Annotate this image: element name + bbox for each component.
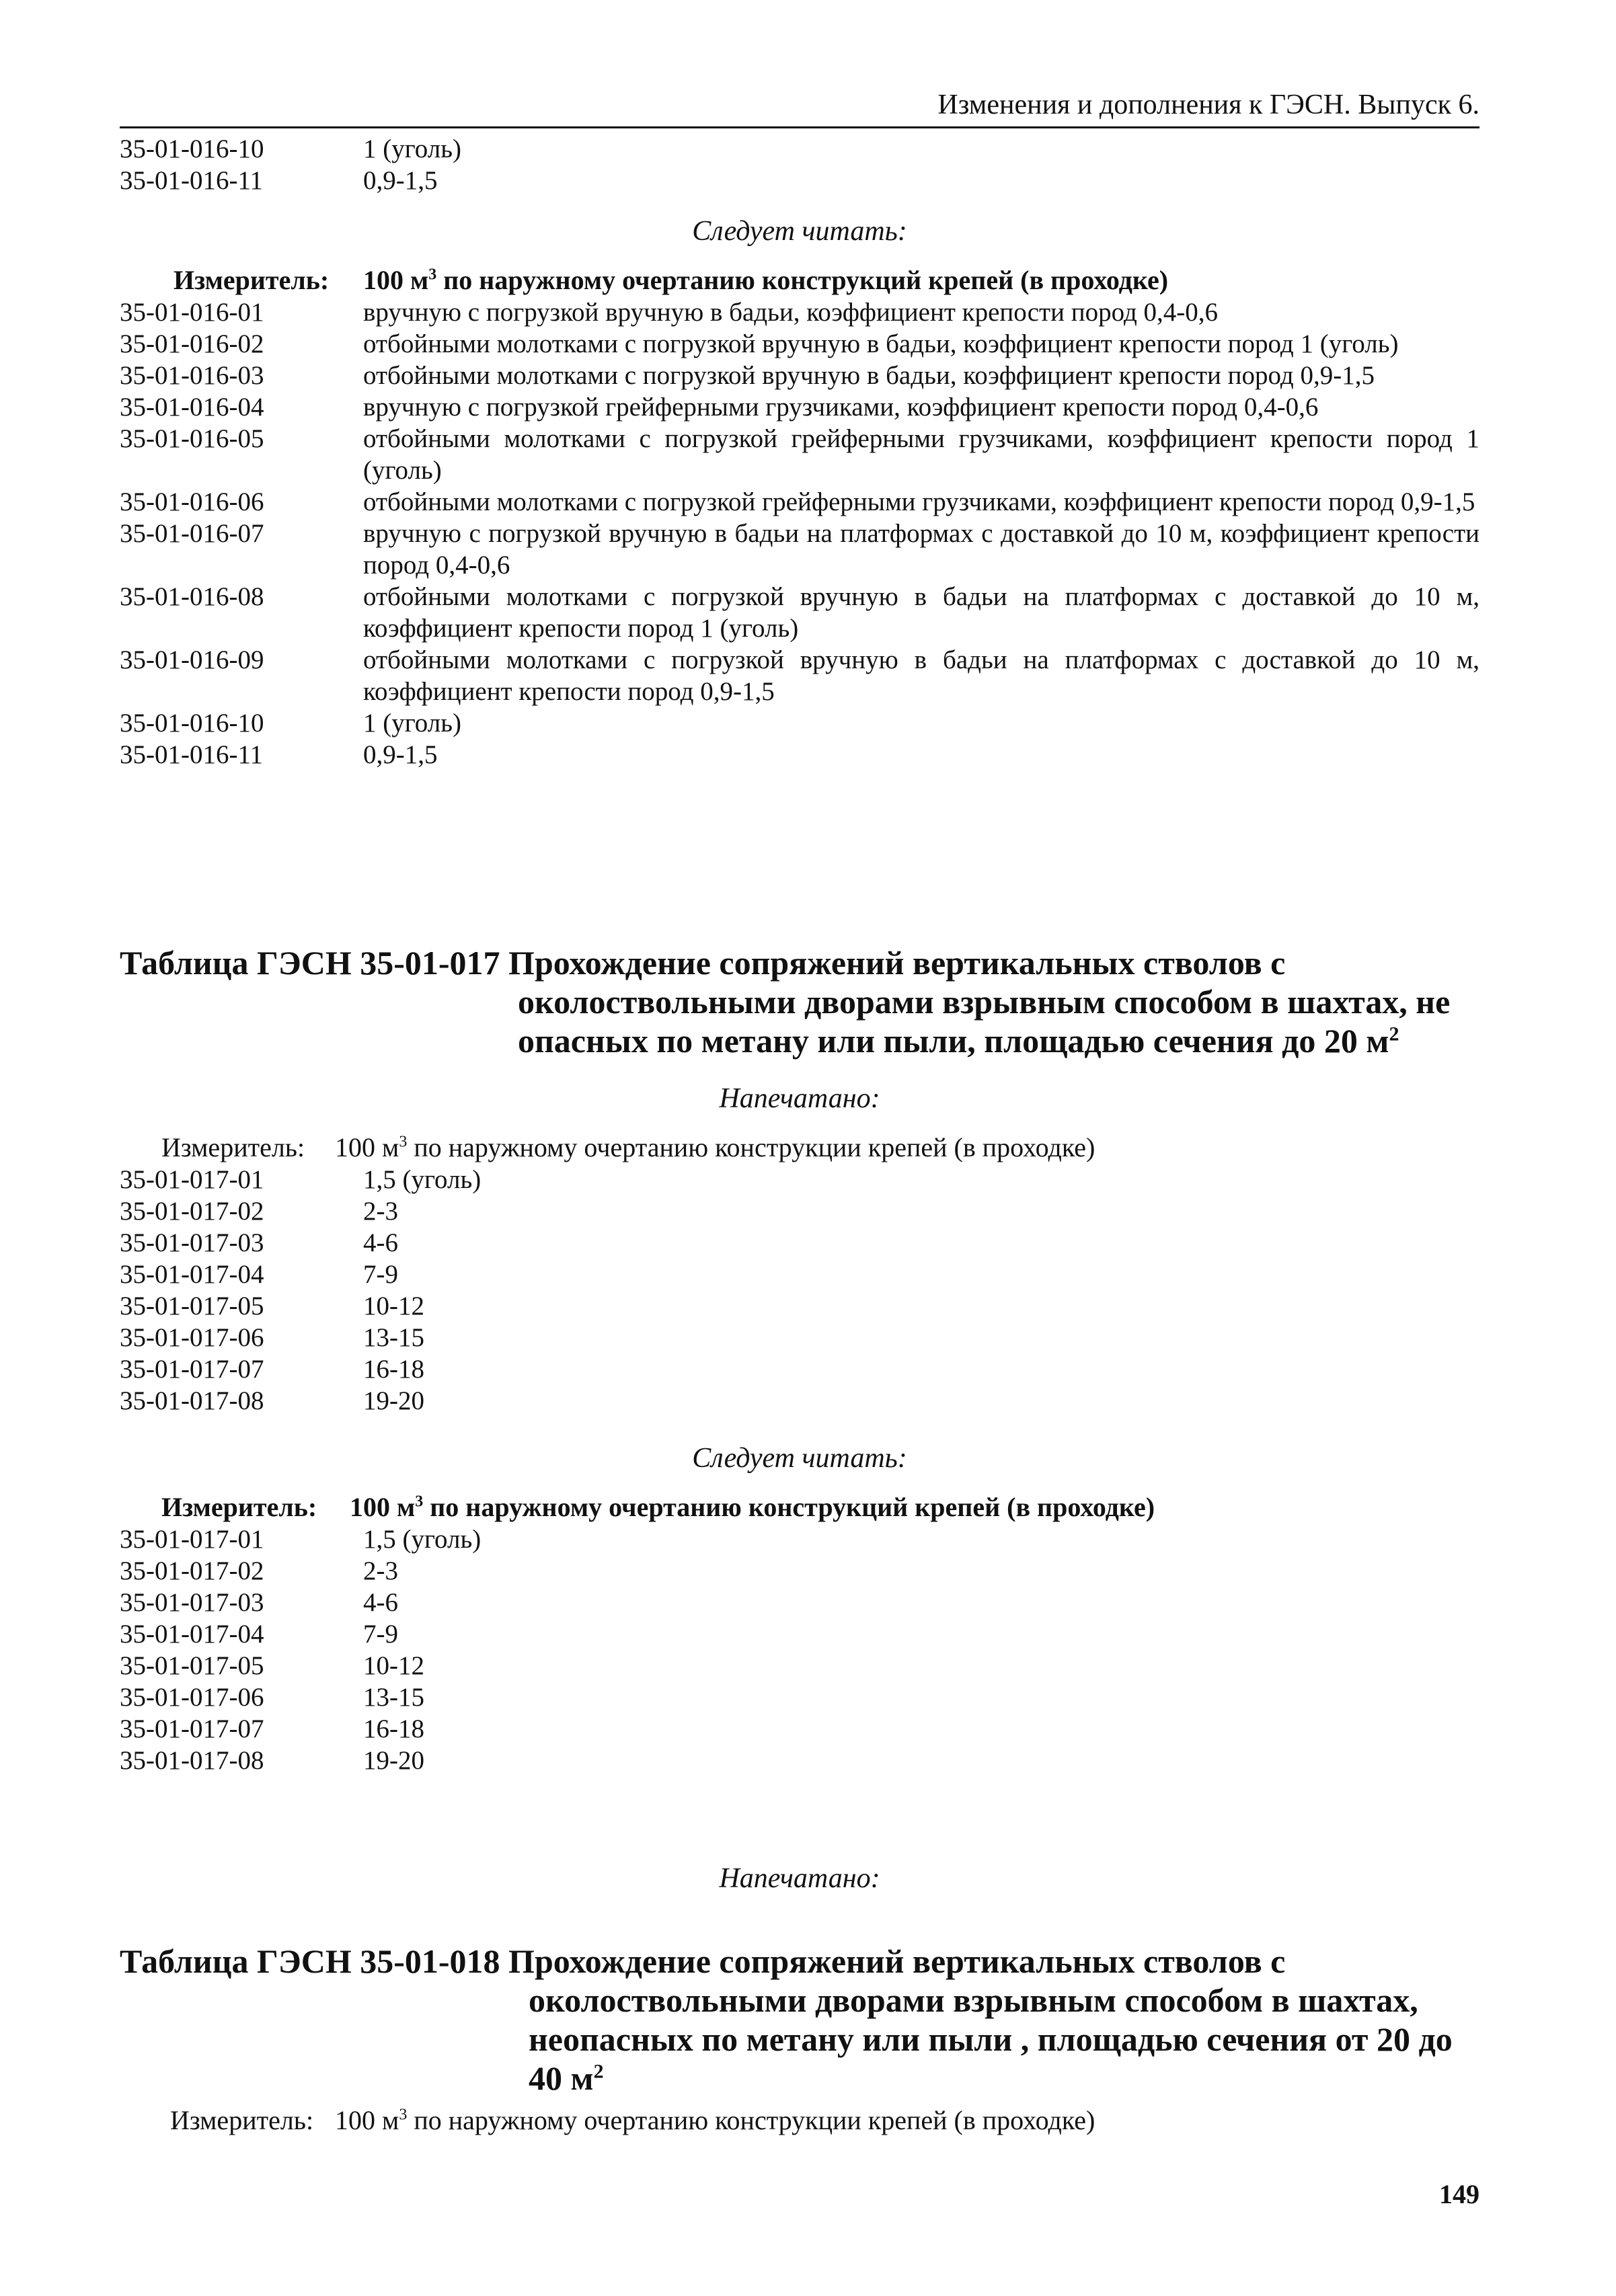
row-code: 35-01-017-08 <box>120 1386 264 1415</box>
measure-sup: 3 <box>399 2106 408 2124</box>
row-code: 35-01-017-03 <box>120 1588 264 1617</box>
row-desc: 16-18 <box>363 1355 424 1384</box>
measure-line <box>120 264 1479 296</box>
table-title-sup: 2 <box>593 2060 604 2083</box>
measure-prefix: 100 м <box>335 2105 399 2135</box>
caption-read-as: Следует читать: <box>692 216 907 247</box>
table-title-line: Таблица ГЭСН 35-01-018 Прохождение сопряжений вертикальных стволов с <box>120 1942 1286 1980</box>
measure-text: по наружному очертанию конструкций крепей (в проходке) <box>436 265 1169 295</box>
row-desc: 16-18 <box>363 1714 424 1743</box>
list-item <box>120 133 1479 165</box>
row-desc: 13-15 <box>363 1683 424 1712</box>
row-desc: 1 (уголь) <box>363 134 461 163</box>
table-title-line-with-sup <box>120 1021 1479 1060</box>
row-code: 35-01-017-02 <box>120 1197 264 1226</box>
table-title-sup: 2 <box>1389 1023 1399 1045</box>
row-code: 35-01-016-07 <box>120 519 264 548</box>
row-code: 35-01-016-10 <box>120 134 264 163</box>
measure-line <box>120 1491 1479 1523</box>
table-017-title <box>120 943 1479 1060</box>
list-item <box>120 644 1479 707</box>
row-code: 35-01-017-08 <box>120 1746 264 1775</box>
row-desc: отбойными молотками с погрузкой вручную в бадьи на платформах с доставкой до 10 м, коэффициент крепости пород 0,9-1,5 <box>363 645 1479 706</box>
list-item <box>120 739 1479 770</box>
row-code: 35-01-017-07 <box>120 1714 264 1743</box>
corrected-list-017 <box>120 1491 1479 1776</box>
row-code: 35-01-016-08 <box>120 582 264 611</box>
list-item <box>120 391 1479 423</box>
corrected-list-016 <box>120 264 1479 770</box>
row-code: 35-01-017-07 <box>120 1355 264 1384</box>
row-desc: вручную с погрузкой вручную в бадьи на платформах с доставкой до 10 м, коэффициент крепости пород 0,4-0,6 <box>363 519 1479 580</box>
row-desc: 4-6 <box>363 1588 398 1617</box>
list-item <box>120 360 1479 391</box>
row-desc: 10-12 <box>363 1292 424 1320</box>
list-item <box>120 328 1479 360</box>
row-desc: 4-6 <box>363 1228 398 1257</box>
list-item <box>120 486 1479 518</box>
caption-read-as: Следует читать: <box>692 1443 907 1474</box>
list-item <box>120 1227 1479 1259</box>
row-desc: вручную с погрузкой грейферными грузчиками, коэффициент крепости пород 0,4-0,6 <box>363 393 1319 422</box>
row-code: 35-01-017-06 <box>120 1323 264 1352</box>
measure-line <box>120 1132 1479 1164</box>
list-item <box>120 518 1479 581</box>
measure-text: по наружному очертанию конструкций крепей (в проходке) <box>423 1492 1155 1522</box>
list-item <box>120 1681 1479 1713</box>
row-code: 35-01-017-04 <box>120 1620 264 1649</box>
row-code: 35-01-016-04 <box>120 393 264 422</box>
measure-label: Измеритель: <box>161 1132 305 1162</box>
table-title-line-with-sup <box>120 2059 1479 2098</box>
row-code: 35-01-017-01 <box>120 1165 264 1194</box>
table-title-line: Таблица ГЭСН 35-01-017 Прохождение сопряжений вертикальных стволов с <box>120 944 1286 982</box>
row-desc: 0,9-1,5 <box>363 740 438 769</box>
table-018-title <box>120 1942 1479 2098</box>
list-item <box>120 296 1479 328</box>
list-item <box>120 1164 1479 1195</box>
caption-printed: Напечатано: <box>719 1863 880 1894</box>
row-code: 35-01-016-09 <box>120 645 264 674</box>
row-code: 35-01-017-01 <box>120 1525 264 1554</box>
row-desc: вручную с погрузкой вручную в бадьи, коэффициент крепости пород 0,4-0,6 <box>363 298 1219 327</box>
measure-label: Измеритель: <box>170 2105 314 2135</box>
row-desc: 10-12 <box>363 1651 424 1680</box>
list-item <box>120 1618 1479 1650</box>
row-code: 35-01-016-11 <box>120 740 264 769</box>
list-item <box>120 1587 1479 1618</box>
row-desc: отбойными молотками с погрузкой грейферными грузчиками, коэффициент крепости пород 0,9-1,5 <box>363 487 1475 516</box>
list-item <box>120 423 1479 486</box>
running-header: Изменения и дополнения к ГЭСН. Выпуск 6. <box>937 89 1479 120</box>
measure-sup: 3 <box>399 1133 408 1151</box>
table-title-line: околоствольными дворами взрывным способом в шахтах, <box>529 1981 1418 2019</box>
row-desc: 13-15 <box>363 1323 424 1352</box>
list-item <box>120 1650 1479 1681</box>
row-code: 35-01-017-05 <box>120 1292 264 1320</box>
measure-prefix: 100 м <box>335 1132 399 1162</box>
row-code: 35-01-016-02 <box>120 329 264 358</box>
list-item <box>120 1555 1479 1587</box>
row-desc: 1,5 (уголь) <box>363 1165 482 1194</box>
table-018-measure <box>120 2104 1479 2137</box>
row-code: 35-01-016-03 <box>120 361 264 390</box>
measure-text: по наружному очертанию конструкции крепей (в проходке) <box>407 2105 1095 2135</box>
list-item <box>120 1523 1479 1555</box>
list-item <box>120 165 1479 196</box>
measure-line <box>120 2104 1479 2137</box>
page-number: 149 <box>1439 2179 1479 2209</box>
measure-label: Измеритель: <box>161 1492 317 1522</box>
row-desc: отбойными молотками с погрузкой грейферными грузчиками, коэффициент крепости пород 1 (уголь) <box>363 424 1479 485</box>
table-title-text: опасных по метану или пыли, площадью сечения до 20 м <box>518 1022 1389 1060</box>
measure-prefix: 100 м <box>350 1492 416 1522</box>
row-code: 35-01-017-06 <box>120 1683 264 1712</box>
list-item <box>120 1713 1479 1745</box>
row-code: 35-01-017-03 <box>120 1228 264 1257</box>
row-desc: 7-9 <box>363 1620 398 1649</box>
measure-text: по наружному очертанию конструкции крепей (в проходке) <box>407 1132 1095 1162</box>
list-item <box>120 1745 1479 1776</box>
row-desc: 19-20 <box>363 1746 424 1775</box>
row-code: 35-01-017-05 <box>120 1651 264 1680</box>
row-desc: 7-9 <box>363 1260 398 1289</box>
list-item <box>120 1259 1479 1290</box>
list-item <box>120 1353 1479 1385</box>
table-title-text: 40 м <box>529 2059 594 2097</box>
row-desc: отбойными молотками с погрузкой вручную в бадьи, коэффициент крепости пород 0,9-1,5 <box>363 361 1375 390</box>
table-title-line: неопасных по метану или пыли , площадью сечения от 20 до <box>529 2020 1453 2058</box>
measure-label: Измеритель: <box>174 265 330 295</box>
row-desc: 2-3 <box>363 1197 398 1226</box>
row-desc: 1 (уголь) <box>363 709 461 738</box>
header-rule <box>120 126 1479 128</box>
list-item <box>120 707 1479 739</box>
printed-tail-list <box>120 133 1479 196</box>
row-code: 35-01-016-01 <box>120 298 264 327</box>
list-item <box>120 1195 1479 1227</box>
list-item <box>120 1290 1479 1322</box>
measure-sup: 3 <box>415 1493 424 1511</box>
row-code: 35-01-017-02 <box>120 1556 264 1585</box>
printed-list-017 <box>120 1132 1479 1417</box>
measure-sup: 3 <box>428 266 437 284</box>
row-desc: 1,5 (уголь) <box>363 1525 482 1554</box>
list-item <box>120 1322 1479 1353</box>
list-item <box>120 1385 1479 1417</box>
list-item <box>120 581 1479 644</box>
table-title-line: околоствольными дворами взрывным способом в шахтах, не <box>518 983 1451 1021</box>
row-code: 35-01-016-10 <box>120 709 264 738</box>
measure-prefix: 100 м <box>363 265 429 295</box>
row-code: 35-01-016-11 <box>120 166 264 195</box>
row-code: 35-01-016-06 <box>120 487 264 516</box>
row-desc: отбойными молотками с погрузкой вручную в бадьи, коэффициент крепости пород 1 (уголь) <box>363 329 1399 358</box>
row-code: 35-01-016-05 <box>120 424 264 453</box>
row-desc: 19-20 <box>363 1386 424 1415</box>
row-desc: отбойными молотками с погрузкой вручную в бадьи на платформах с доставкой до 10 м, коэффициент крепости пород 1 (уголь) <box>363 582 1479 643</box>
row-desc: 2-3 <box>363 1556 398 1585</box>
row-desc: 0,9-1,5 <box>363 166 438 195</box>
row-code: 35-01-017-04 <box>120 1260 264 1289</box>
caption-printed: Напечатано: <box>719 1083 880 1114</box>
